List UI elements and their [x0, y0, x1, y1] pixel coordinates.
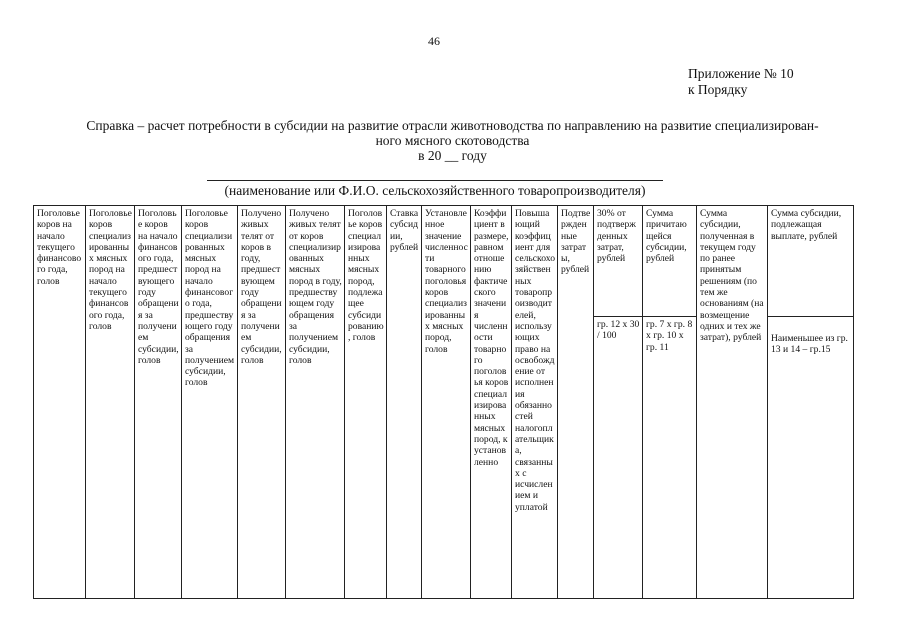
column-16-cell: [768, 206, 854, 599]
producer-name-line: [207, 180, 663, 181]
producer-caption: (наименование или Ф.И.О. сельскохозяйственного товаропроизводителя): [224, 183, 646, 198]
column-15-header: Сумма субсидии, полученная в текущем году по ранее принятым решениям (по тем же основаниям (на возмещение одних и тех же затрат), рублей: [697, 206, 768, 599]
column-12-header: Подтвержденные затраты, рублей: [558, 206, 594, 599]
column-6-header: Получено живых телят от коров специализированных мясных пород в году, предшествующем году обращения за получением субсидии, голов: [286, 206, 345, 599]
column-7-header: Поголовье коров специализированных мясных пород, подлежащее субсидированию, голов: [345, 206, 387, 599]
column-13-header: 30% от подтвержденных затрат, рублей: [594, 206, 642, 317]
column-13-formula: гр. 12 х 30 / 100: [597, 319, 640, 342]
column-16-formula: Наименьшее из гр. 13 и 14 – гр.15: [771, 333, 848, 356]
appendix-target: к Порядку: [688, 82, 748, 97]
column-9-header: Установленное значение численности товарного поголовья коров специализированных мясных пород, голов: [422, 206, 471, 599]
appendix-number: Приложение № 10: [688, 66, 794, 81]
column-8-header: Ставка субсидии, рублей: [387, 206, 422, 599]
column-4-header: Поголовье коров специализированных мясных пород на начало финансового года, предшествующего году обращения за получением субсидии, голов: [182, 206, 238, 599]
table-row: [34, 206, 854, 599]
column-10-header: Коэффициент в размере, равном отношению фактического значения численности товарного поголовья коров специализированных мясных пород, к установленно: [471, 206, 512, 599]
calculation-table: [33, 205, 854, 599]
column-11-header: Повышающий коэффициент для сельскохозяйственных товаропроизводителей, использующих право на освобождение от исполнения обязанностей налогоплательщика, связанных с исчислением и уплатой: [512, 206, 558, 599]
column-14-header: Сумма причитающейся субсидии, рублей: [643, 206, 696, 317]
title-line-1: Справка – расчет потребности в субсидии на развитие отрасли животноводства по направлению на развитие специализирован-: [86, 118, 819, 133]
column-5-header: Получено живых телят от коров в году, предшествующем году обращения за получением субсидии, голов: [238, 206, 286, 599]
title-line-2: ного мясного скотоводства: [375, 133, 530, 148]
column-2-header: Поголовье коров специализированных мясных пород на начало текущего финансового года, голов: [86, 206, 135, 599]
column-13-cell: [594, 206, 643, 599]
column-3-header: Поголовье коров на начало финансового года, предшествующего году обращения за получением субсидии, голов: [135, 206, 182, 599]
column-14-cell: [643, 206, 697, 599]
column-1-header: Поголовье коров на начало текущего финансового года, голов: [34, 206, 86, 599]
appendix-reference: [688, 66, 794, 98]
column-14-formula: гр. 7 х гр. 8 х гр. 10 х гр. 11: [646, 319, 693, 353]
document-title: [30, 118, 875, 163]
title-year: в 20 __ году: [418, 148, 487, 163]
column-16-header: Сумма субсидии, подлежащая выплате, рублей: [768, 206, 853, 317]
page-number: 46: [428, 34, 440, 48]
